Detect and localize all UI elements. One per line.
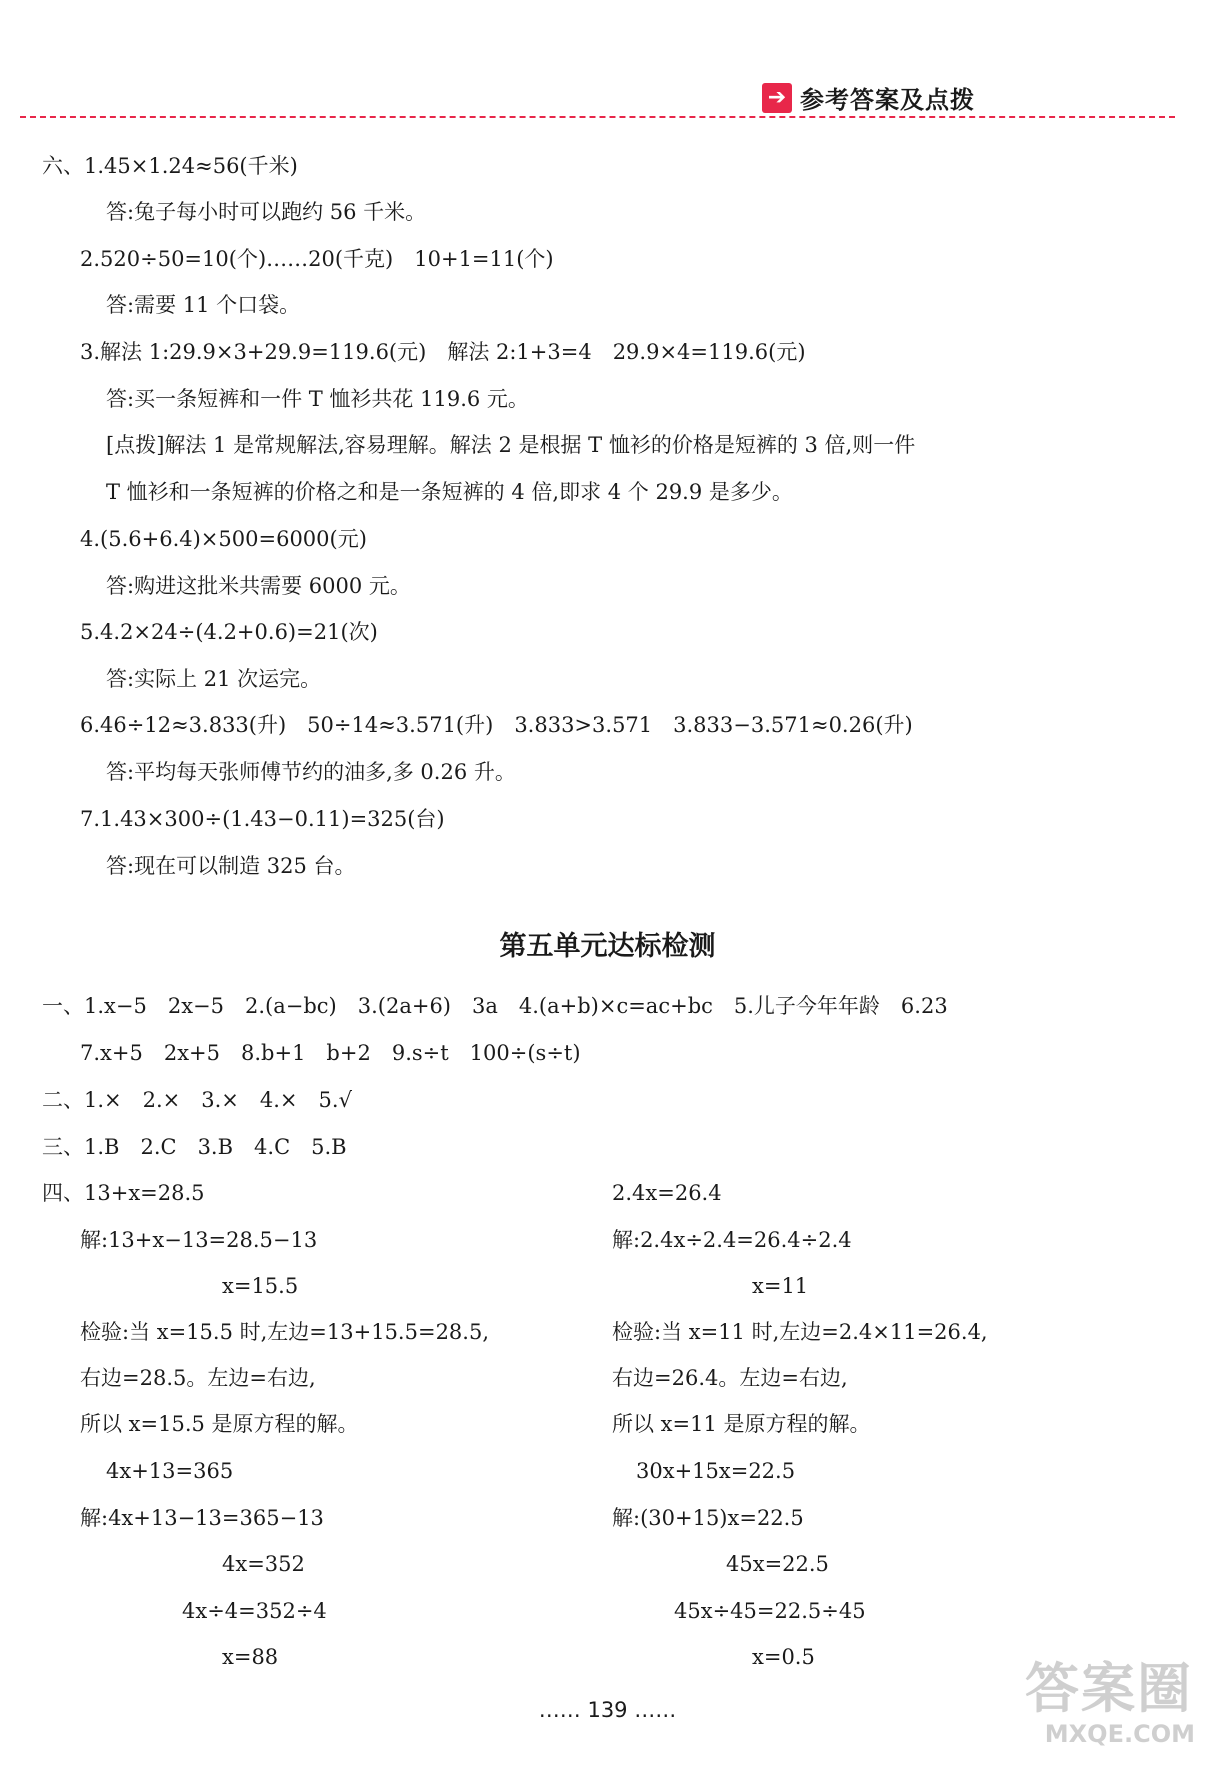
equation-line: 4x+13=365 xyxy=(106,1459,234,1483)
equation-line: 所以 x=15.5 是原方程的解。 xyxy=(80,1412,359,1436)
header-banner xyxy=(762,80,975,115)
equation-line: 4x=352 xyxy=(222,1552,305,1576)
answer-line: 一、1.x−5 2x−5 2.(a−bc) 3.(2a+6) 3a 4.(a+b)×c=ac+bc 5.儿子今年年龄 6.23 xyxy=(42,994,948,1018)
equation-line: 解:2.4x÷2.4=26.4÷2.4 xyxy=(612,1228,852,1252)
answer-line: 答:购进这批米共需要 6000 元。 xyxy=(106,574,411,598)
page-number: …… 139 …… xyxy=(538,1698,677,1722)
equation-line: 2.4x=26.4 xyxy=(612,1181,722,1205)
answer-line: 7.x+5 2x+5 8.b+1 b+2 9.s÷t 100÷(s÷t) xyxy=(80,1041,581,1065)
answer-line: 6.46÷12≈3.833(升) 50÷14≈3.571(升) 3.833>3.571 3.833−3.571≈0.26(升) xyxy=(80,713,913,737)
equation-line: 所以 x=11 是原方程的解。 xyxy=(612,1412,871,1436)
equation-line: 30x+15x=22.5 xyxy=(636,1459,796,1483)
equation-line: x=15.5 xyxy=(222,1274,299,1298)
header-divider xyxy=(20,116,1175,118)
answer-line: 二、1.× 2.× 3.× 4.× 5.√ xyxy=(42,1088,352,1112)
equation-line: x=88 xyxy=(222,1645,279,1669)
answer-line: 三、1.B 2.C 3.B 4.C 5.B xyxy=(42,1135,347,1159)
watermark-text: 答案圈 xyxy=(1025,1657,1193,1720)
equation-line: 检验:当 x=11 时,左边=2.4×11=26.4, xyxy=(612,1320,988,1344)
equation-line: 解:4x+13−13=365−13 xyxy=(80,1506,324,1530)
equation-line: x=0.5 xyxy=(752,1645,815,1669)
equation-line: 检验:当 x=15.5 时,左边=13+15.5=28.5, xyxy=(80,1320,489,1344)
answer-line: 答:现在可以制造 325 台。 xyxy=(106,854,356,878)
watermark-url: MXQE.COM xyxy=(1044,1720,1195,1748)
equation-line: 45x=22.5 xyxy=(726,1552,829,1576)
equation-line: x=11 xyxy=(752,1274,809,1298)
equation-line: 右边=28.5。左边=右边, xyxy=(80,1366,316,1390)
answer-line: 六、1.45×1.24≈56(千米) xyxy=(42,154,298,178)
watermark-logo xyxy=(1025,1657,1195,1772)
equation-line: 解:(30+15)x=22.5 xyxy=(612,1506,804,1530)
tip-line: [点拨]解法 1 是常规解法,容易理解。解法 2 是根据 T 恤衫的价格是短裤的 3 倍,则一件 xyxy=(106,433,916,457)
answer-line: 答:需要 11 个口袋。 xyxy=(106,293,301,317)
equation-line: 45x÷45=22.5÷45 xyxy=(674,1599,866,1623)
answer-line: 答:兔子每小时可以跑约 56 千米。 xyxy=(106,200,427,224)
answer-line: 7.1.43×300÷(1.43−0.11)=325(台) xyxy=(80,807,445,831)
answer-line: 4.(5.6+6.4)×500=6000(元) xyxy=(80,527,367,551)
header-title: 参考答案及点拨 xyxy=(800,86,975,114)
tip-line: T 恤衫和一条短裤的价格之和是一条短裤的 4 倍,即求 4 个 29.9 是多少。 xyxy=(106,480,793,504)
answer-line: 5.4.2×24÷(4.2+0.6)=21(次) xyxy=(80,620,378,644)
equation-line: 解:13+x−13=28.5−13 xyxy=(80,1228,318,1252)
equation-line: 右边=26.4。左边=右边, xyxy=(612,1366,848,1390)
answer-line: 答:实际上 21 次运完。 xyxy=(106,667,322,691)
equation-line: 4x÷4=352÷4 xyxy=(182,1599,327,1623)
arrow-icon: ➔ xyxy=(762,83,792,113)
answer-line: 3.解法 1:29.9×3+29.9=119.6(元) 解法 2:1+3=4 29.9×4=119.6(元) xyxy=(80,340,806,364)
answer-line: 2.520÷50=10(个)……20(千克) 10+1=11(个) xyxy=(80,247,554,271)
equation-line: 四、13+x=28.5 xyxy=(42,1181,205,1205)
answer-line: 答:平均每天张师傅节约的油多,多 0.26 升。 xyxy=(106,760,516,784)
answer-line: 答:买一条短裤和一件 T 恤衫共花 119.6 元。 xyxy=(106,387,529,411)
section-title: 第五单元达标检测 xyxy=(499,931,716,962)
